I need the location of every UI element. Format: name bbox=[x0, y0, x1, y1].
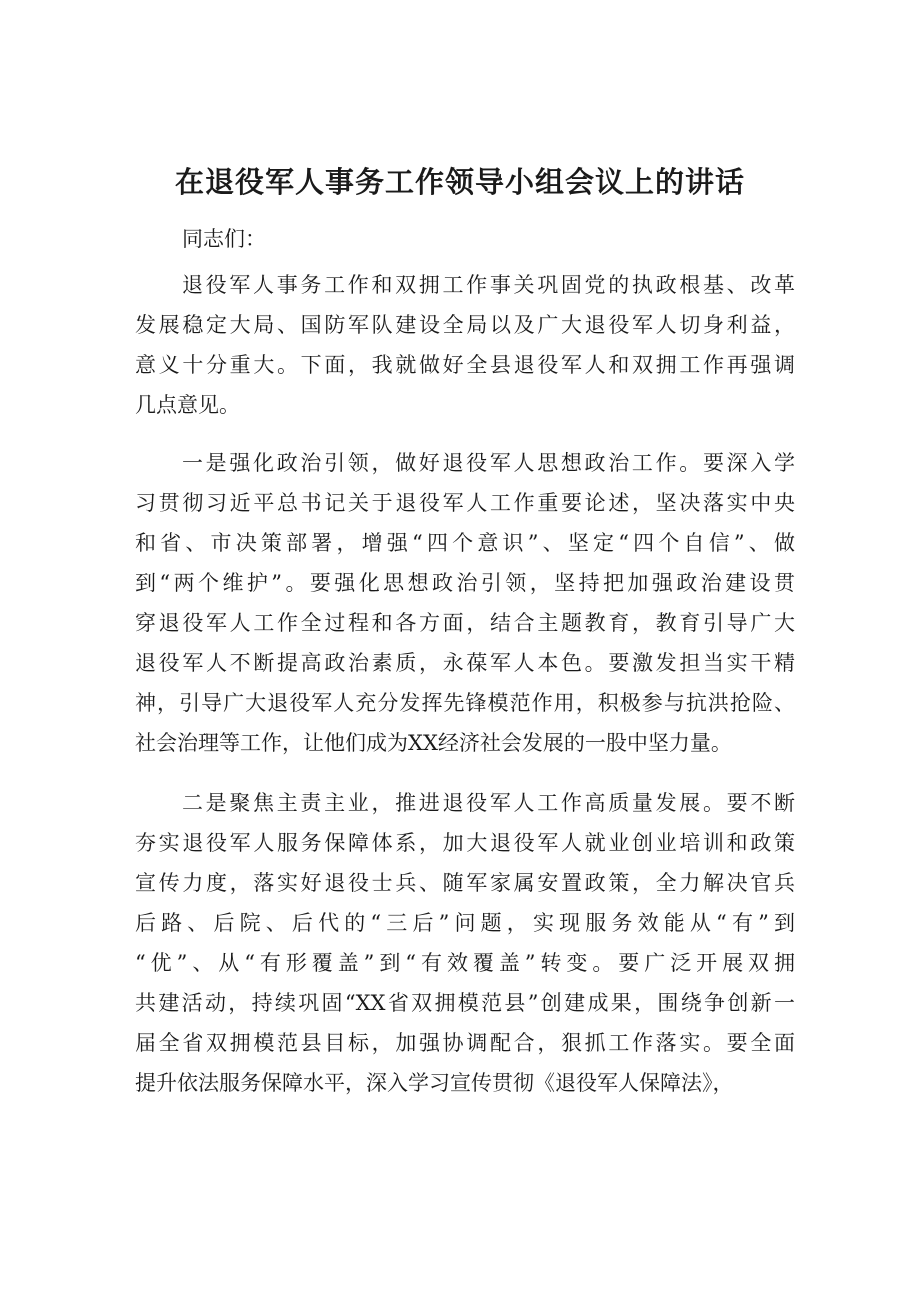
paragraph-line: 退役军人不断提高政治素质，永葆军人本色。要激发担当实干精 bbox=[135, 651, 795, 675]
paragraph-line: 共建活动，持续巩固“XX省双拥模范县”创建成果，围绕争创新一 bbox=[135, 991, 795, 1015]
paragraph-line: 发展稳定大局、国防军队建设全局以及广大退役军人切身利益， bbox=[135, 313, 795, 337]
paragraph-line: 穿退役军人工作全过程和各方面，结合主题教育，教育引导广大 bbox=[135, 611, 795, 635]
paragraph-line: 习贯彻习近平总书记关于退役军人工作重要论述，坚决落实中央 bbox=[135, 491, 795, 515]
paragraph-line: 届全省双拥模范县目标，加强协调配合，狠抓工作落实。要全面 bbox=[135, 1031, 795, 1055]
paragraph-line: 退役军人事务工作和双拥工作事关巩固党的执政根基、改革 bbox=[182, 273, 795, 297]
paragraph-line: 后路、后院、后代的“三后”问题，实现服务效能从“有”到 bbox=[135, 911, 795, 935]
document-title: 在退役军人事务工作领导小组会议上的讲话 bbox=[174, 165, 745, 199]
paragraph-line: 到“两个维护”。要强化思想政治引领，坚持把加强政治建设贯 bbox=[135, 571, 795, 595]
paragraph-line: 神，引导广大退役军人充分发挥先锋模范作用，积极参与抗洪抢险、 bbox=[135, 691, 795, 715]
paragraph-line: 二是聚焦主责主业，推进退役军人工作高质量发展。要不断 bbox=[182, 791, 795, 815]
paragraph-line: 提升依法服务保障水平，深入学习宣传贯彻《退役军人保障法》， bbox=[135, 1071, 734, 1095]
salutation: 同志们： bbox=[182, 227, 266, 251]
paragraph-line: 一是强化政治引领，做好退役军人思想政治工作。要深入学 bbox=[182, 451, 795, 475]
paragraph-line: 意义十分重大。下面，我就做好全县退役军人和双拥工作再强调 bbox=[135, 353, 795, 377]
paragraph-main-responsibilities bbox=[135, 783, 795, 1103]
paragraph-line: 夯实退役军人服务保障体系，加大退役军人就业创业培训和政策 bbox=[135, 831, 795, 855]
paragraph-line: 和省、市决策部署，增强“四个意识”、坚定“四个自信”、做 bbox=[135, 531, 795, 555]
paragraph-line: 社会治理等工作，让他们成为XX经济社会发展的一股中坚力量。 bbox=[135, 731, 732, 755]
paragraph-line: 几点意见。 bbox=[135, 393, 240, 417]
paragraph-intro bbox=[135, 265, 795, 425]
paragraph-line: “优”、从“有形覆盖”到“有效覆盖”转变。要广泛开展双拥 bbox=[135, 951, 795, 975]
paragraph-line: 宣传力度，落实好退役士兵、随军家属安置政策，全力解决官兵 bbox=[135, 871, 795, 895]
paragraph-political-guidance bbox=[135, 443, 795, 763]
